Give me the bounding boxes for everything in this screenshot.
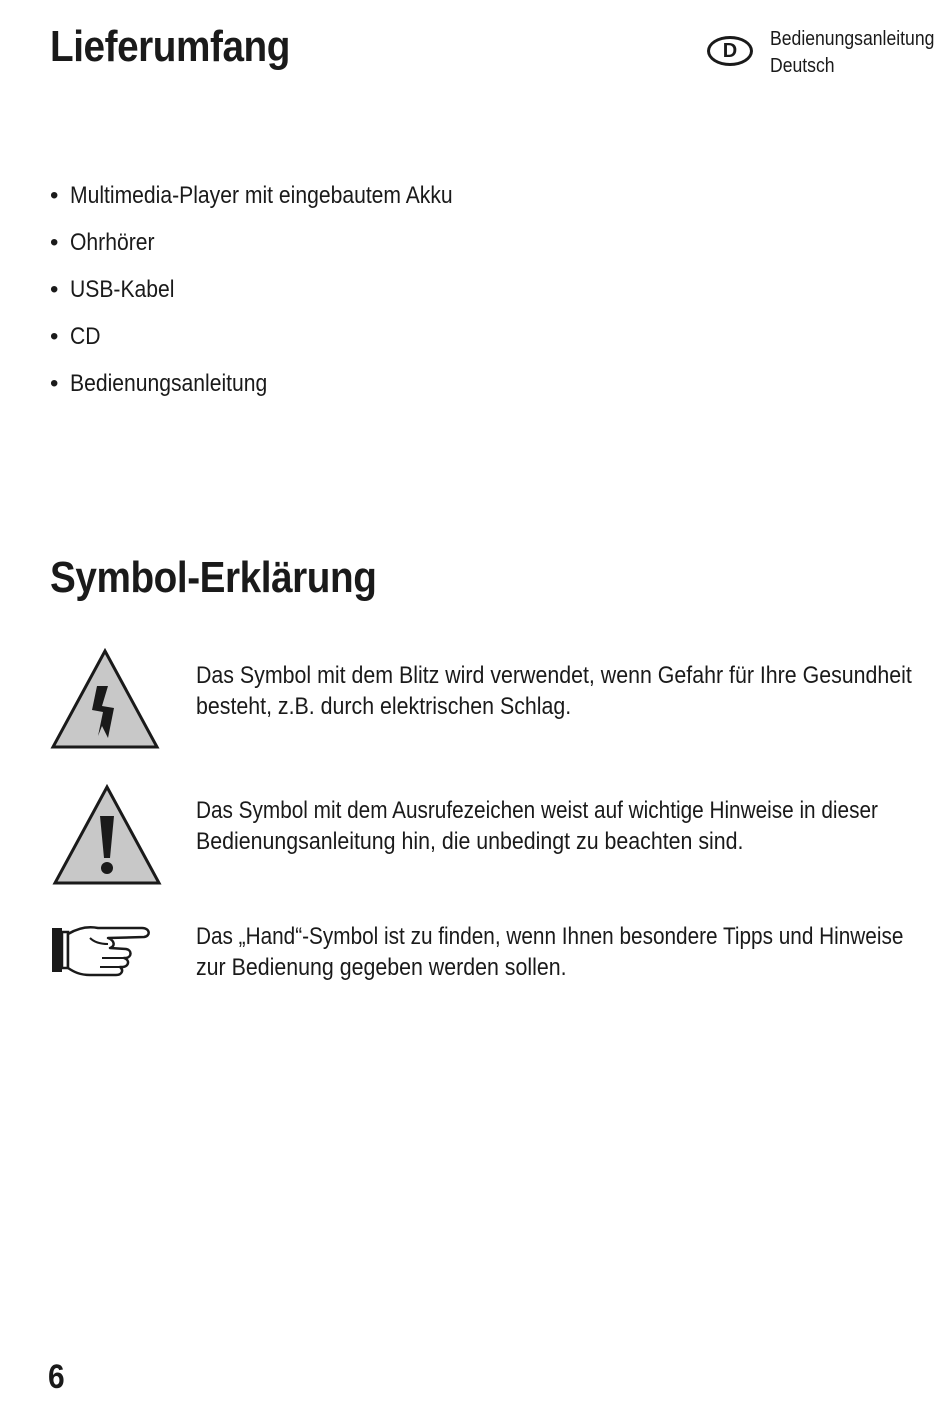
symbol-description: Das Symbol mit dem Ausrufezeichen weist auf wichtige Hinweise in dieser Bedienungsanleitung hin, die unbedingt zu beachten sind. [196, 797, 878, 855]
bullet-icon: • [50, 229, 59, 256]
section-title: Symbol-Erklärung [50, 553, 377, 602]
manual-label: Bedienungsanleitung [770, 28, 935, 50]
language-label: Deutsch [770, 55, 835, 77]
exclamation-warning-icon [52, 784, 162, 886]
bullet-icon: • [50, 182, 59, 209]
bullet-icon: • [50, 276, 59, 303]
language-badge: D [707, 36, 753, 66]
page-number: 6 [48, 1358, 65, 1396]
page-title: Lieferumfang [50, 22, 290, 71]
bullet-icon: • [50, 323, 59, 350]
symbol-description: Das „Hand“-Symbol ist zu finden, wenn Ihnen besondere Tipps und Hinweise zur Bedienung gegeben werden sollen. [196, 923, 904, 981]
lightning-warning-icon [50, 648, 160, 750]
pointing-hand-icon [50, 920, 154, 978]
symbol-description: Das Symbol mit dem Blitz wird verwendet, wenn Gefahr für Ihre Gesundheit besteht, z.B. durch elektrischen Schlag. [196, 662, 912, 720]
header-info [770, 26, 934, 80]
bullet-icon: • [50, 370, 59, 397]
